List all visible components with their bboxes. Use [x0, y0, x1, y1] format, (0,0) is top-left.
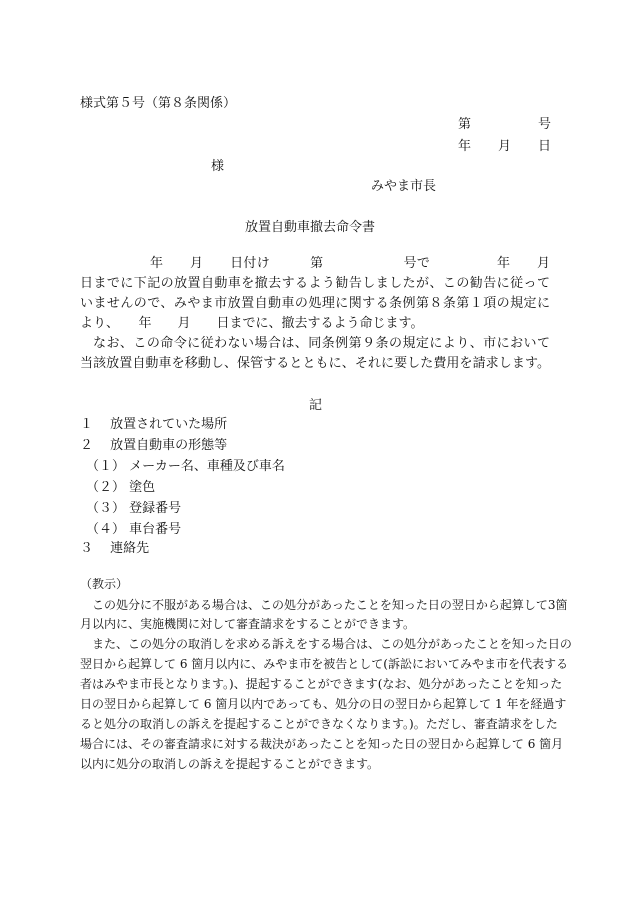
ki-heading: 記: [309, 398, 323, 413]
body-line-6: 当該放置自動車を移動し、保管するとともに、それに要した費用を請求します。: [80, 356, 550, 371]
item-1: １ 放置されていた場所: [80, 417, 228, 432]
body-line-5: なお、この命令に従わない場合は、同条例第９条の規定により、市において: [93, 336, 550, 351]
body-line-3: いませんので、みやま市放置自動車の処理に関する条例第８条第１項の規定に: [80, 296, 550, 311]
notice-line-6: 日の翌日から起算して 6 箇月以内であっても、処分の日の翌日から起算して 1 年を経過す: [80, 697, 567, 711]
addressee-suffix: 様: [211, 159, 225, 174]
document-title: 放置自動車撤去命令書: [245, 220, 376, 235]
notice-heading: （教示）: [80, 577, 129, 591]
item-2-1: （１） メーカー名、車種及び車名: [86, 459, 285, 474]
item-2-2: （２） 塗色: [86, 480, 156, 495]
notice-line-8: 場合には、その審査請求に対する裁決があったことを知った日の翌日から起算して 6 箇月: [80, 737, 564, 751]
notice-line-7: ると処分の取消しの訴えを提起することができなくなります。)。ただし、審査請求をした: [80, 717, 558, 731]
item-2: ２ 放置自動車の形態等: [80, 438, 228, 453]
doc-number-suffix: 号: [538, 117, 552, 132]
item-2-4: （４） 車台番号: [86, 522, 182, 537]
body-line-1: 年 月 日付け 第 号で 年 月: [150, 256, 550, 271]
form-label: 様式第５号（第８条関係）: [80, 96, 237, 111]
doc-date-day: 日: [538, 139, 552, 154]
doc-number-prefix: 第: [458, 117, 472, 132]
body-line-4: より、 年 月 日までに、撤去するよう命じます。: [80, 316, 424, 331]
item-3: ３ 連絡先: [80, 541, 150, 556]
doc-date-month: 月: [498, 139, 512, 154]
notice-line-2: 月以内に、実施機関に対して審査請求をすることができます。: [80, 617, 416, 631]
item-2-3: （３） 登録番号: [86, 501, 182, 516]
doc-date-year: 年: [458, 139, 472, 154]
notice-line-9: 以内に処分の取消しの訴えを提起することができます。: [80, 757, 380, 771]
notice-line-3: また、この処分の取消しを求める訴えをする場合は、この処分があったことを知った日の: [92, 637, 572, 651]
notice-line-1: この処分に不服がある場合は、この処分があったことを知った日の翌日から起算して3箇: [92, 598, 568, 612]
body-line-2: 日までに下記の放置自動車を撤去するよう勧告しましたが、この勧告に従って: [80, 276, 550, 291]
notice-line-4: 翌日から起算して 6 箇月以内に、みやま市を被告として(訴訟においてみやま市を代表する: [80, 657, 568, 671]
notice-line-5: 者はみやま市長となります。)、提起することができます(なお、処分があったことを知った: [80, 677, 563, 691]
issuer-name: みやま市長: [371, 179, 437, 194]
